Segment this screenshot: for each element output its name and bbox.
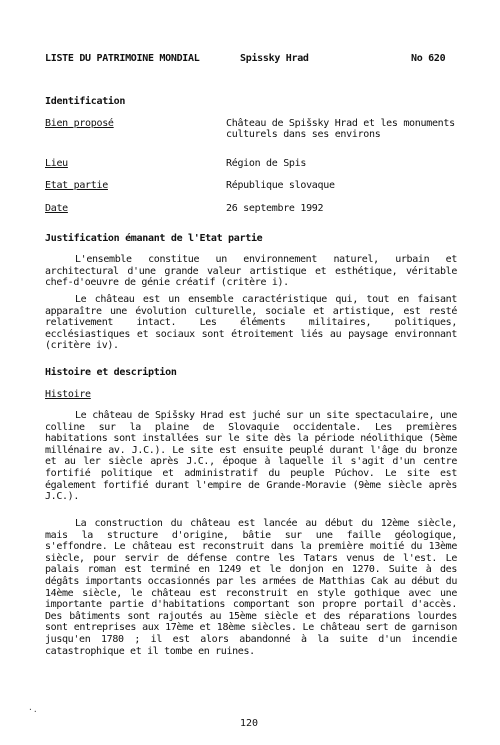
list-title: LISTE DU PATRIMOINE MONDIAL <box>45 53 200 64</box>
field-value-date: 26 septembre 1992 <box>226 203 324 214</box>
reference-number: No 620 <box>411 53 446 64</box>
field-label-date: Date <box>45 203 68 214</box>
justification-heading: Justification émanant de l'Etat partie <box>45 233 263 244</box>
justification-paragraph: Le château est un ensemble caractéristique qui, tout en faisant apparaître une évolution culturelle, sociale et artistique, est resté relativement intact. Les éléments militaires, politiques, ecclésiastiques et sociaux sont étroitement liés au paysage environnant (critère iv). <box>45 294 457 352</box>
field-value-lieu: Région de Spis <box>226 158 307 169</box>
scan-speck: ·. <box>28 705 38 714</box>
histoire-subheading: Histoire <box>45 389 91 400</box>
justification-paragraph: L'ensemble constitue un environnement naturel, urbain et architectural d'une grande valeur artistique et esthétique, véritable chef-d'oeuvre de génie créatif (critère i). <box>45 254 457 289</box>
field-label-bien-propose: Bien proposé <box>45 118 114 129</box>
field-label-etat-partie: Etat partie <box>45 180 108 191</box>
field-value-etat-partie: République slovaque <box>226 180 335 191</box>
site-name: Spissky Hrad <box>240 53 309 64</box>
histoire-paragraph: Le château de Spišsky Hrad est juché sur un site spectaculaire, une colline sur la plaine de Slovaquie occidentale. Les premières habitations sont installées sur le site dès la période néolithique (5ème millénaire av. J.C.). Le site est ensuite peuplé durant l'âge du bronze et au ler siècle après J.C., époque à laquelle il s'agit d'un centre fortifié politique et administratif du peuple Púchov. Le site est également fortifié durant l'empire de Grande-Moravie (9ème siècle après J.C.). <box>45 410 457 503</box>
page-number: 120 <box>240 718 259 729</box>
histoire-description-heading: Histoire et description <box>45 367 177 378</box>
histoire-paragraph: La construction du château est lancée au début du 12ème siècle, mais la structure d'origine, bâtie sur une faille géologique, s'effondre. Le château est reconstruit dans la première moitié du 13ème siècle, pour servir de défense contre les Tatars venus de l'est. Le palais roman est terminé en 1249 et le donjon en 1270. Suite à des dégâts importants occasionnés par les armées de Matthias Cak au début du 14ème siècle, le château est reconstruit en style gothique avec une importante partie d'habitations comportant son propre portail d'accès. Des bâtiments sont rajoutés au 15ème siècle et des réparations lourdes sont entreprises aux 17ème et 18ème siècles. Le château sert de garnison jusqu'en 1780 ; il est alors abandonné à la suite d'un incendie catastrophique et il tombe en ruines. <box>45 518 457 657</box>
field-value-bien-propose: Château de Spišsky Hrad et les monuments culturels dans ses environs <box>226 118 455 140</box>
identification-heading: Identification <box>45 96 126 107</box>
field-label-lieu: Lieu <box>45 158 68 169</box>
